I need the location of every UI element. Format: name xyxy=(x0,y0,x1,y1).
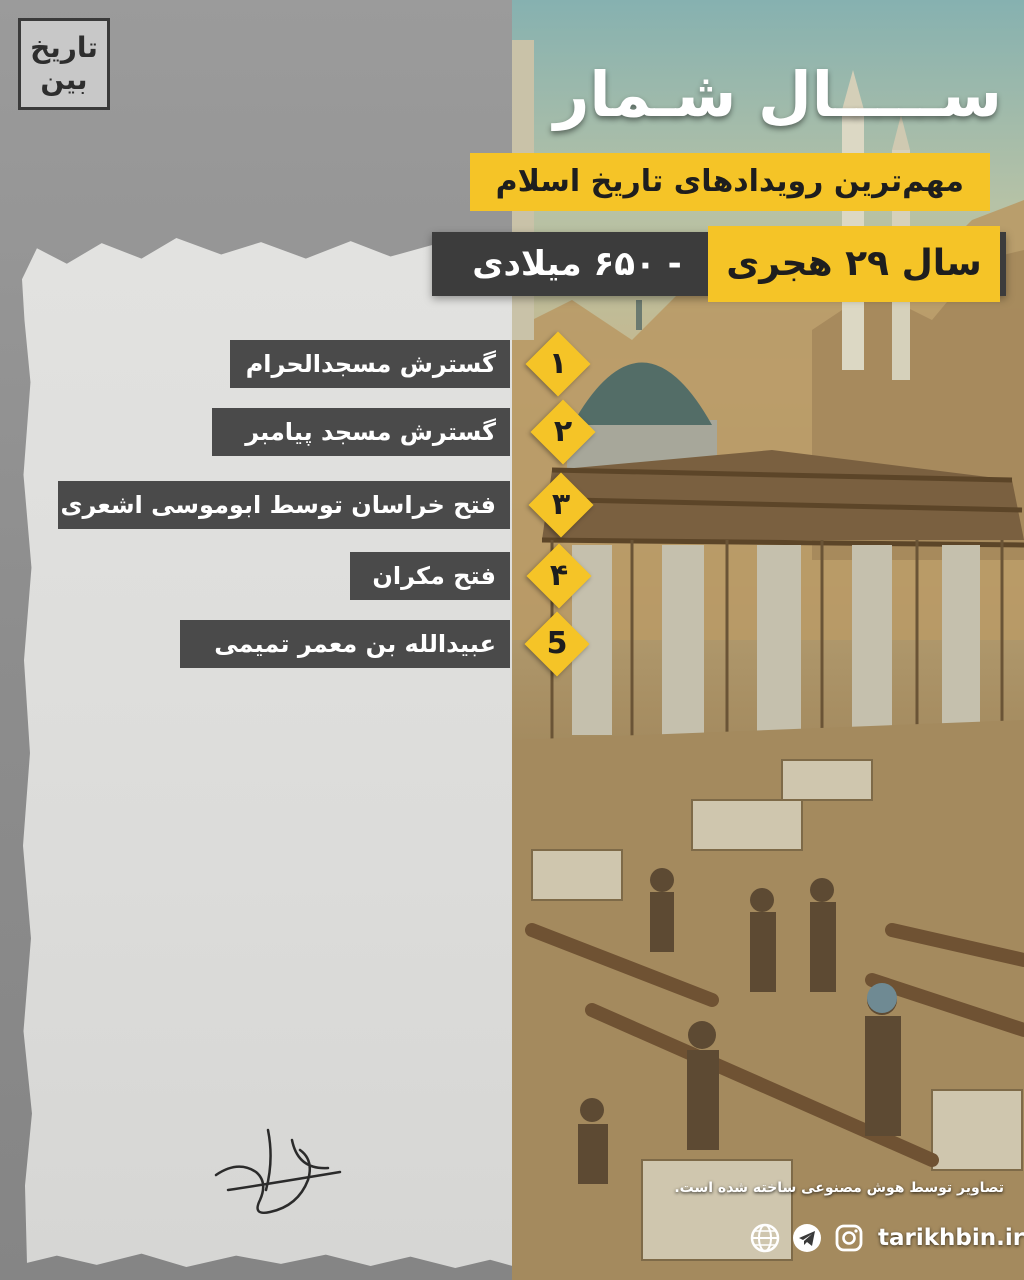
event-number-3: ۳ xyxy=(551,487,571,522)
event-number-1: ۱ xyxy=(548,346,568,381)
telegram-icon[interactable] xyxy=(790,1221,824,1255)
event-row-5: عبیدالله بن معمر تمیمی xyxy=(180,620,510,668)
signature xyxy=(208,1120,348,1234)
tarikhbin-logo xyxy=(18,18,110,110)
subtitle-banner: مهم‌ترین رویدادهای تاریخ اسلام xyxy=(470,153,990,211)
event-number-4: ۴ xyxy=(549,558,569,593)
event-number-2: ۲ xyxy=(553,414,573,449)
event-number-5: 5 xyxy=(546,626,568,661)
logo-line-1: تاریخ xyxy=(30,31,98,64)
torn-paper xyxy=(22,238,520,1268)
footer-bar xyxy=(748,1218,1024,1258)
year-gregorian: - ۶۵۰ میلادی xyxy=(472,244,682,284)
event-row-2: گسترش مسجد پیامبر xyxy=(212,408,510,456)
website-link[interactable]: tarikhbin.ir xyxy=(878,1225,1024,1251)
globe-icon[interactable] xyxy=(748,1221,782,1255)
logo-line-2: بین xyxy=(40,63,88,96)
page-title: ســـــال شـمار xyxy=(553,58,1002,131)
year-hijri: سال ۲۹ هجری xyxy=(708,226,1000,302)
event-row-4: فتح مکران xyxy=(350,552,510,600)
event-row-1: گسترش مسجدالحرام xyxy=(230,340,510,388)
signature-drawing xyxy=(208,1120,348,1230)
event-row-3: فتح خراسان توسط ابوموسی اشعری xyxy=(58,481,510,529)
instagram-icon[interactable] xyxy=(832,1221,866,1255)
ai-disclaimer: تصاویر توسط هوش مصنوعی ساخته شده است. xyxy=(674,1180,1004,1196)
